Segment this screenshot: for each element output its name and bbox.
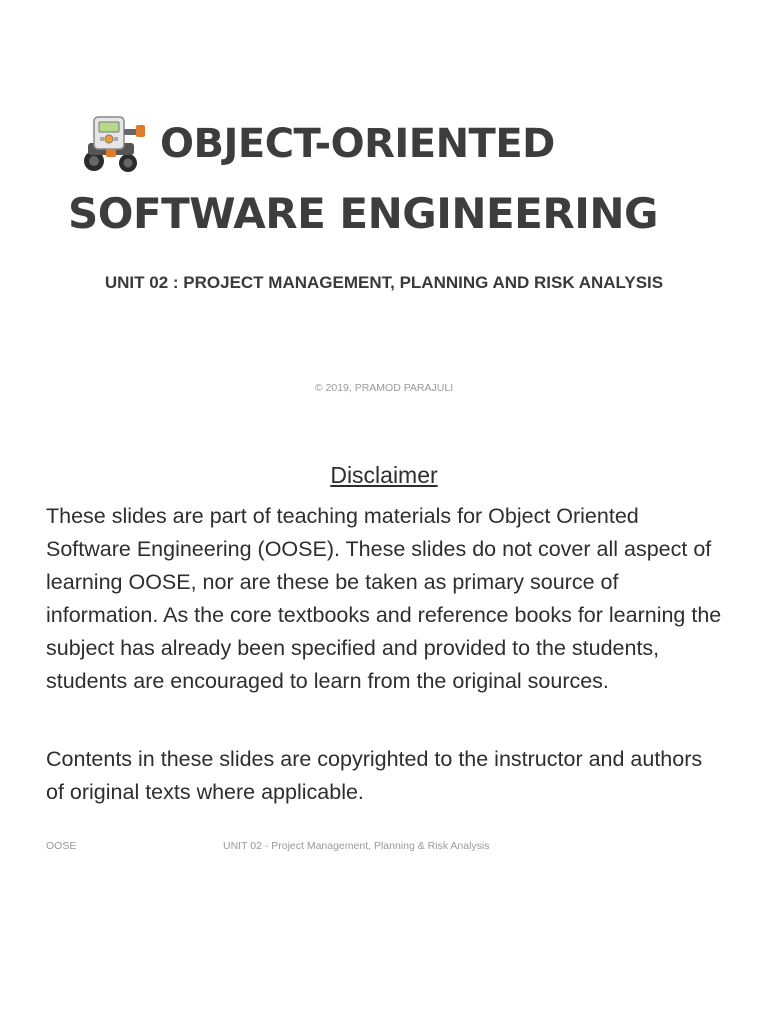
subtitle: UNIT 02 : PROJECT MANAGEMENT, PLANNING AND RISK ANALYSIS bbox=[104, 273, 664, 292]
title-line-1-row bbox=[82, 112, 555, 176]
title-line-2: SOFTWARE ENGINEERING bbox=[68, 189, 658, 238]
disclaimer-slide bbox=[0, 440, 768, 870]
footer-left: OOSE bbox=[46, 840, 77, 852]
footer-center: UNIT 02 - Project Management, Planning & Risk Analysis bbox=[223, 840, 490, 852]
title-slide bbox=[0, 0, 768, 440]
copyright-text: © 2019, PRAMOD PARAJULI bbox=[314, 382, 454, 394]
title-line-1: OBJECT-ORIENTED bbox=[160, 121, 555, 167]
robot-icon bbox=[82, 113, 148, 175]
disclaimer-paragraph-2: Contents in these slides are copyrighted to the instructor and authors of original texts where applicable. bbox=[46, 747, 703, 804]
disclaimer-body bbox=[46, 500, 726, 809]
disclaimer-paragraph-1: These slides are part of teaching materials for Object Oriented Software Engineering (OOSE). These slides do not cover all aspect of learning OOSE, nor are these be taken as primary source of information. As the core textbooks and reference books for learning the subject has already been specified and provided to the students, students are encouraged to learn from the original sources. bbox=[46, 504, 722, 693]
disclaimer-heading: Disclaimer bbox=[330, 462, 438, 488]
